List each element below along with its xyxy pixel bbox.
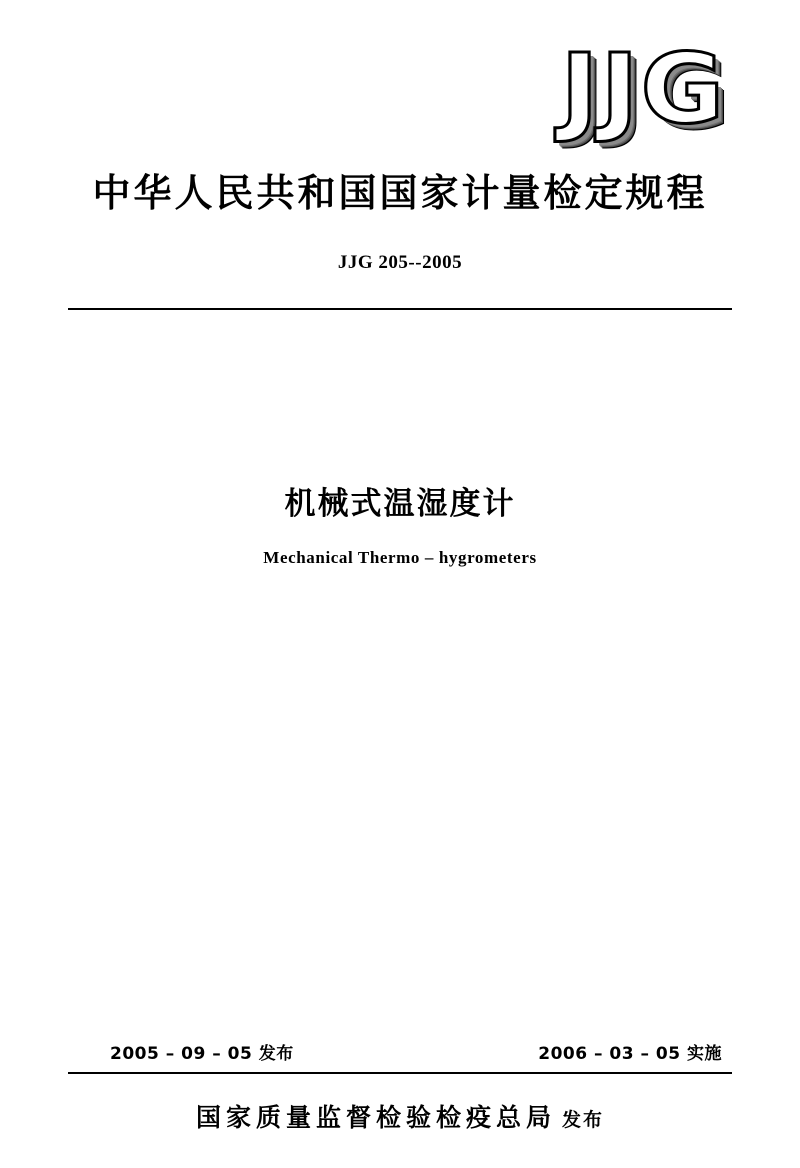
issuer-line [0,1098,800,1134]
authority-title: 中华人民共和国国家计量检定规程 [92,171,708,215]
date-row [68,1038,732,1064]
issuer-name: 国家质量监督检验检疫总局 [195,1103,556,1132]
issue-date: 2005 – 09 – 05 发布 [110,1043,294,1064]
divider-top [68,308,732,310]
divider-bottom [68,1072,732,1074]
effective-date: 2006 – 03 – 05 实施 [538,1043,722,1064]
issuer-verb: 发布 [562,1109,605,1131]
document-title-cn: 机械式温湿度计 [284,486,516,522]
jjg-logo-text: JJG [560,33,726,145]
document-title-en: Mechanical Thermo – hygrometers [263,548,537,567]
standard-number: JJG 205--2005 [337,252,463,273]
jjg-logo [466,30,726,148]
